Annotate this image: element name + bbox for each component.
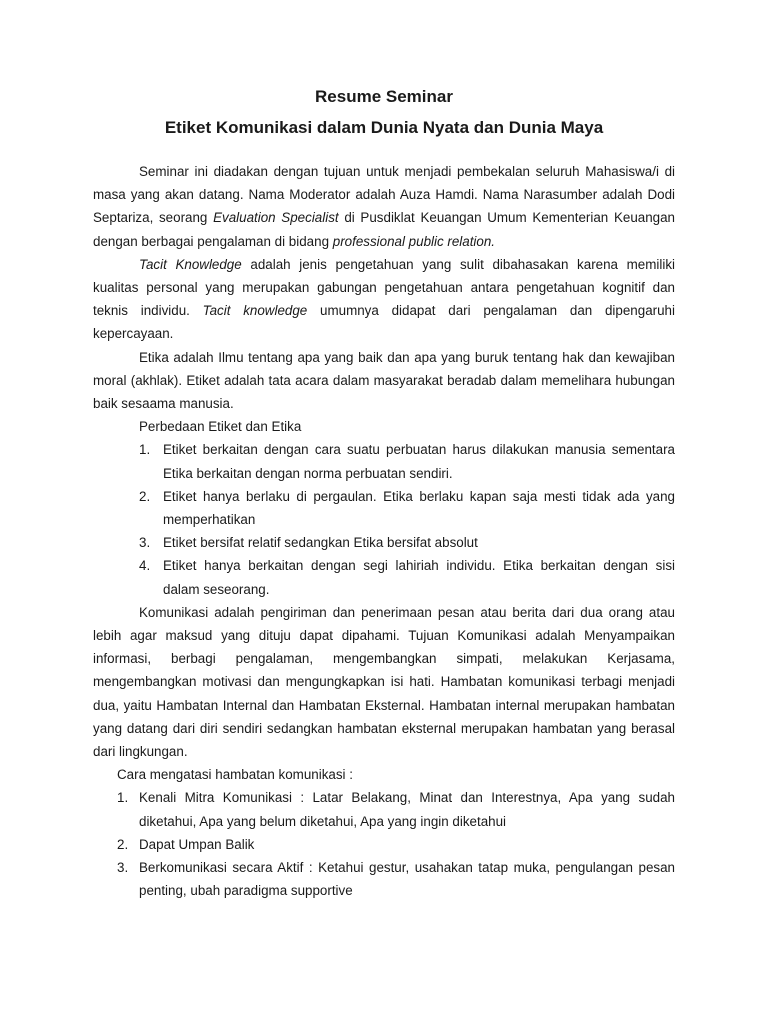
list-heading-perbedaan: Perbedaan Etiket dan Etika [139, 419, 302, 435]
paragraph-etika: Etika adalah Ilmu tentang apa yang baik dan apa yang buruk tentang hak dan kewajiban moral (akhlak). Etiket adalah tata acara dalam masyarakat beradab dalam memelihara hubungan baik sesaama manusia. [93, 349, 675, 412]
list-hambatan [93, 786, 675, 902]
list-number: 1. [117, 790, 129, 806]
list-number: 3. [117, 860, 129, 876]
list-number: 4. [139, 558, 151, 574]
list-item [117, 833, 675, 856]
italic-run: Evaluation Specialist [213, 210, 339, 226]
list-perbedaan [93, 438, 675, 600]
list-number: 2. [139, 488, 151, 504]
list-item [117, 856, 675, 902]
italic-run: Tacit Knowledge [139, 256, 242, 272]
list-item [139, 554, 675, 600]
text-run: umumnya didapat dari pengalaman dan dipengaruhi kepercayaan. [93, 303, 675, 342]
list-number: 1. [139, 442, 151, 458]
list-item-text: Etiket berkaitan dengan cara suatu perbuatan harus dilakukan manusia sementara Etika berkaitan dengan norma perbuatan sendiri. [163, 442, 675, 481]
list-number: 3. [139, 535, 151, 551]
list-item-text: Kenali Mitra Komunikasi : Latar Belakang, Minat dan Interestnya, Apa yang sudah diketahui, Apa yang belum diketahui, Apa yang ingin diketahui [139, 790, 675, 829]
italic-run: Tacit knowledge [202, 303, 308, 319]
text-run: Seminar ini diadakan dengan tujuan untuk menjadi pembekalan seluruh Mahasiswa/i di masa yang akan datang. Nama Moderator adalah Auza Hamdi. Nama Narasumber adalah Dodi Septariza, seorang [93, 164, 675, 226]
list-item [139, 485, 675, 531]
italic-run: professional public relation. [332, 233, 496, 249]
paragraph-komunikasi: Komunikasi adalah pengiriman dan penerimaan pesan atau berita dari dua orang atau lebih agar maksud yang dituju dapat dipahami. Tujuan Komunikasi adalah Menyampaikan informasi, berbagi pengalaman, mengembangkan simpati, melakukan Kerjasama, mengembangkan motivasi dan mengungkapkan isi hati. Hambatan komunikasi terbagi menjadi dua, yaitu Hambatan Internal dan Hambatan Eksternal. Hambatan internal merupakan hambatan yang datang dari diri sendiri sedangkan hambatan eksternal merupakan hambatan yang berasal dari lingkungan. [93, 604, 675, 760]
text-run: adalah jenis pengetahuan yang sulit dibahasakan karena memiliki kualitas personal yang merupakan gabungan pengetahuan antara pengetahuan kognitif dan teknis individu. [93, 256, 675, 319]
document-body [93, 160, 675, 903]
list-item-text: Etiket hanya berkaitan dengan segi lahiriah individu. Etika berkaitan dengan sisi dalam seseorang. [163, 558, 675, 597]
document-subtitle: Etiket Komunikasi dalam Dunia Nyata dan Dunia Maya [164, 118, 604, 137]
paragraph-intro [93, 160, 675, 253]
list-item [139, 531, 675, 554]
list-number: 2. [117, 836, 129, 852]
paragraph-tacit-knowledge [93, 253, 675, 346]
document-title: Resume Seminar [315, 87, 453, 106]
text-run: di Pusdiklat Keuangan Umum Kementerian Keuangan dengan berbagai pengalaman di bidang [93, 210, 676, 249]
list-item-text: Berkomunikasi secara Aktif : Ketahui gestur, usahakan tatap muka, pengulangan pesan penting, ubah paradigma supportive [139, 860, 675, 899]
list-heading-hambatan: Cara mengatasi hambatan komunikasi : [117, 767, 353, 783]
list-item [139, 438, 675, 484]
list-item-text: Etiket hanya berlaku di pergaulan. Etika berlaku kapan saja mesti tidak ada yang memperhatikan [163, 488, 675, 528]
list-item [117, 786, 675, 832]
list-item-text: Dapat Umpan Balik [139, 836, 255, 852]
list-item-text: Etiket bersifat relatif sedangkan Etika bersifat absolut [163, 535, 478, 551]
